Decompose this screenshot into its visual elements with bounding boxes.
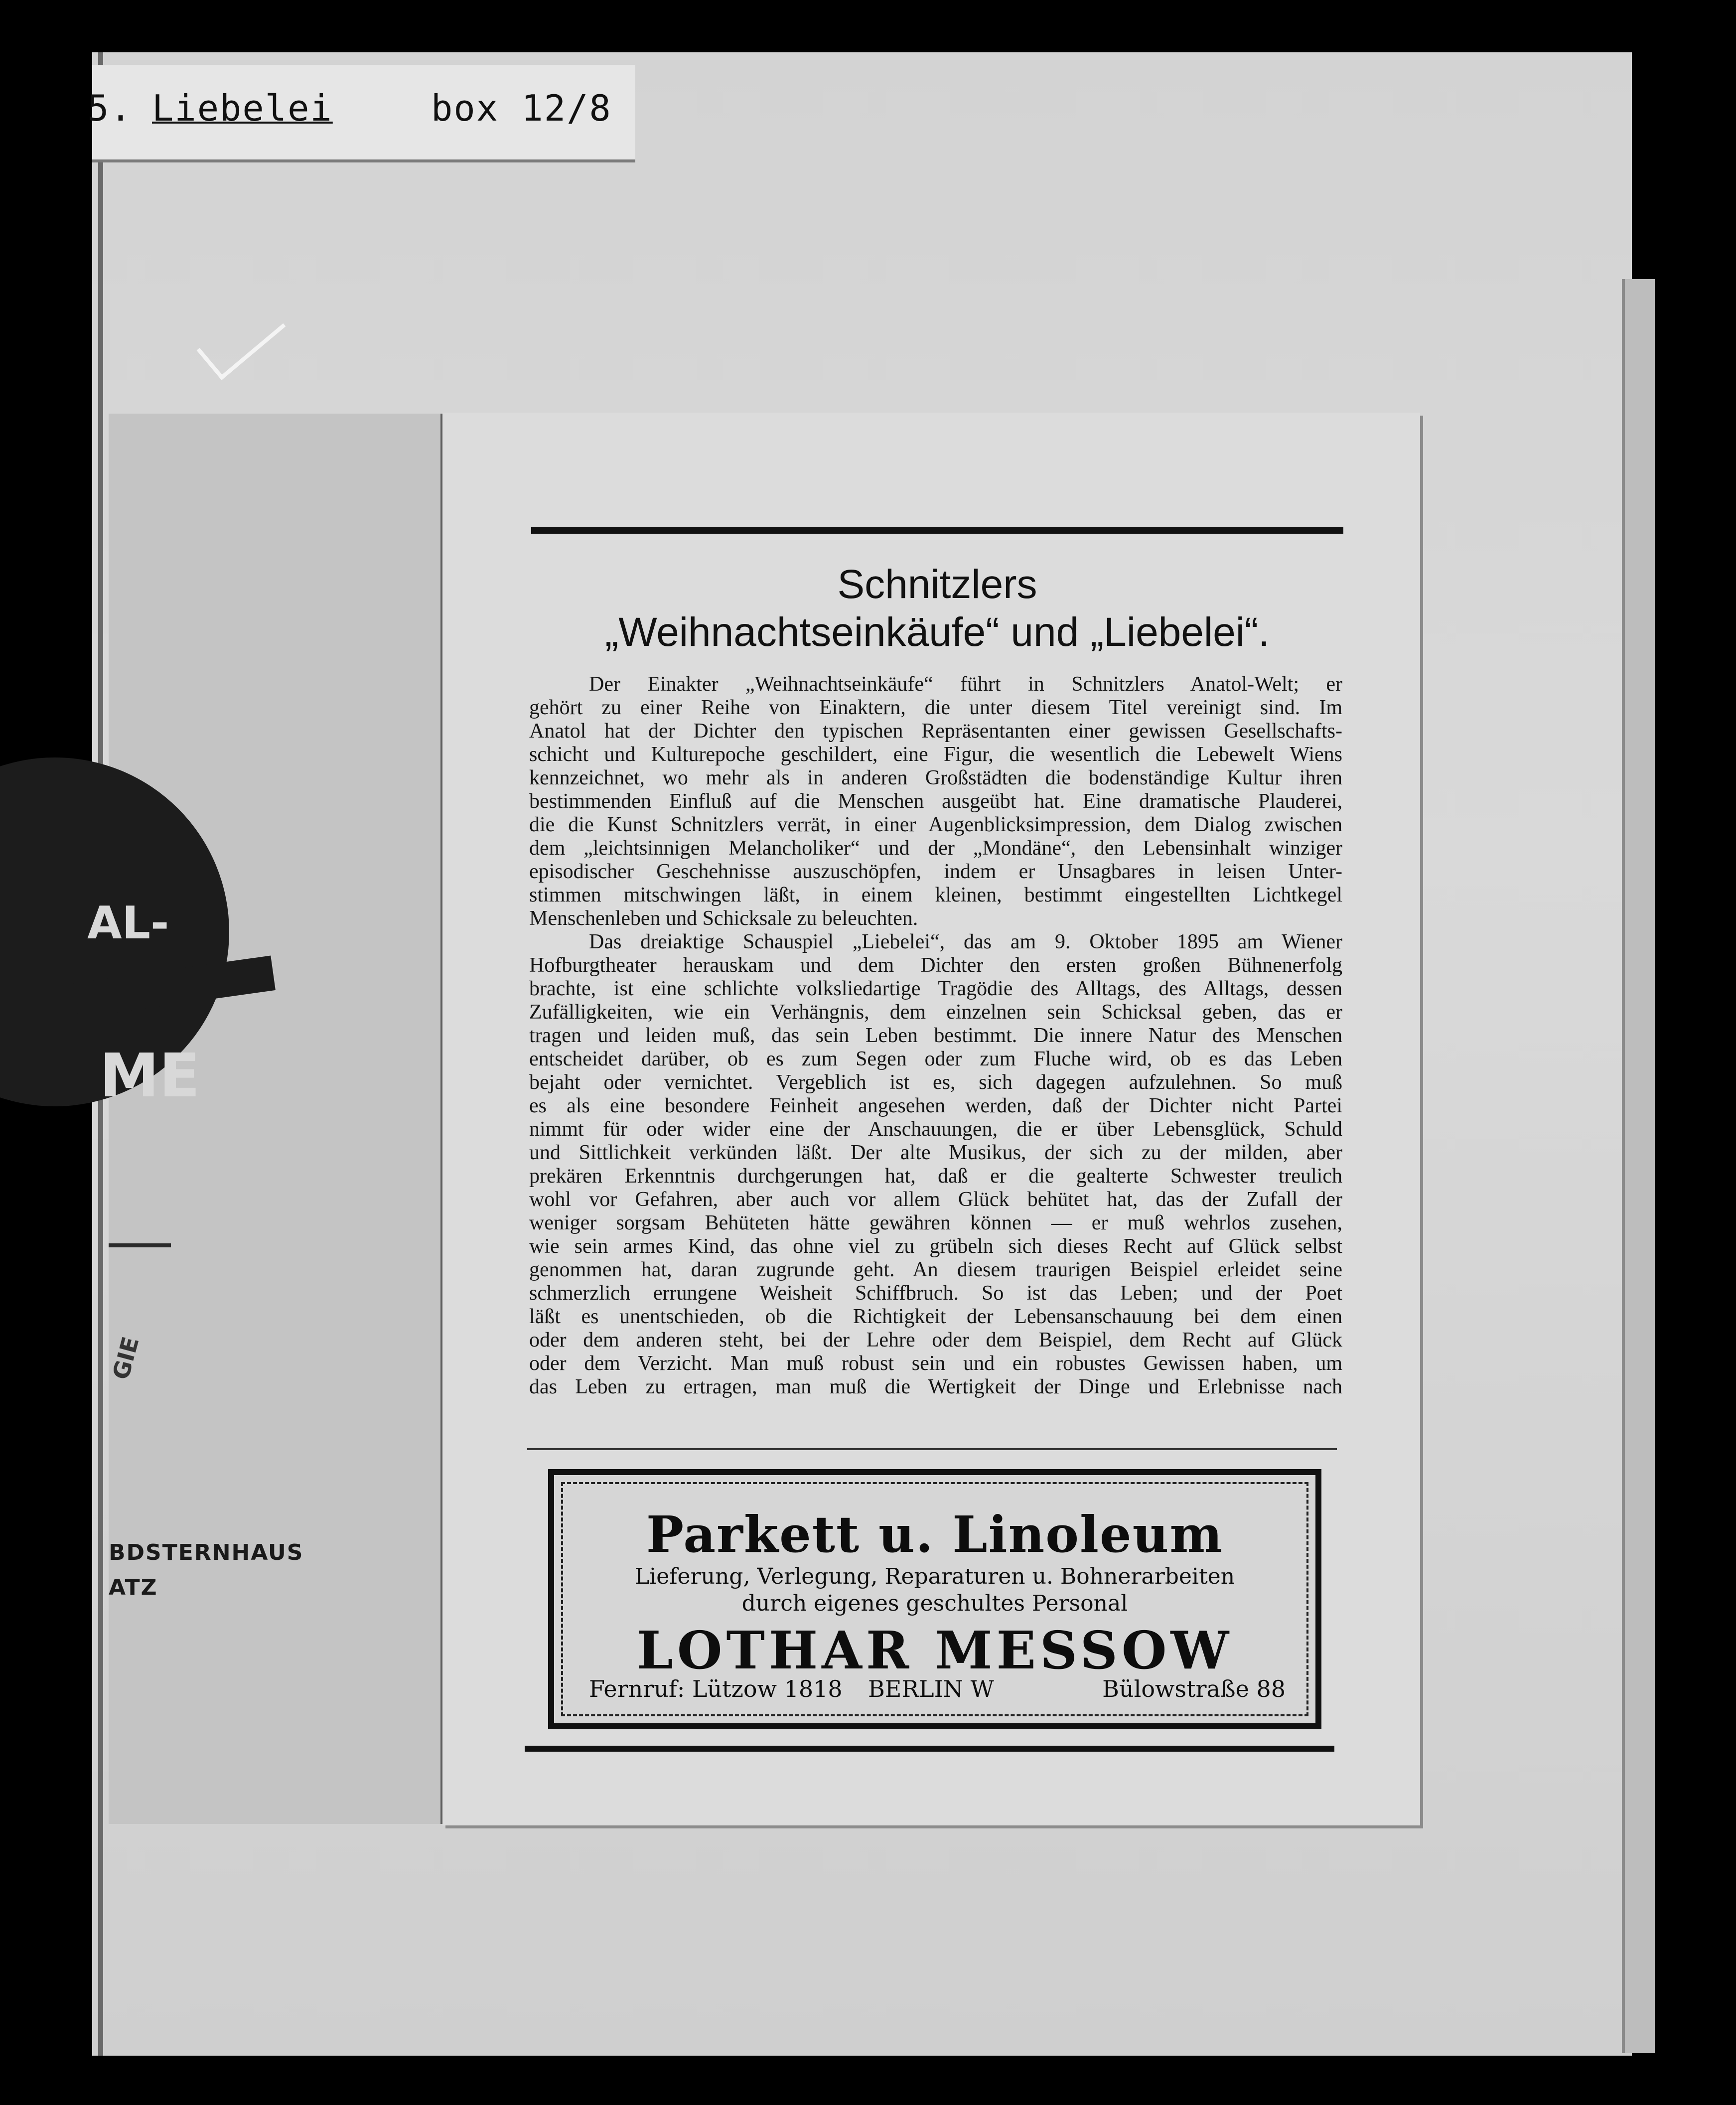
ad-address: Bülowstraße 88 — [1102, 1675, 1286, 1702]
article-line: Hofburgtheater herauskam und dem Dichter den ersten großen Bühnenerfolg — [529, 954, 1342, 977]
top-rule — [531, 527, 1343, 534]
article-line: kennzeichnet, wo mehr als in anderen Großstädten die bodenständige Kultur ihren — [529, 766, 1342, 789]
advertisement — [548, 1469, 1321, 1729]
article-line: oder dem anderen steht, bei der Lehre oder dem Beispiel, dem Recht auf Glück — [529, 1329, 1342, 1352]
cover-footer-line-2: ATZ — [109, 1575, 158, 1600]
article-body — [529, 673, 1342, 1399]
article-line: Anatol hat der Dichter den typischen Repräsentanten einer gewissen Gesellschafts- — [529, 720, 1342, 743]
cover-footer-line-1: BDSTERNHAUS — [109, 1540, 304, 1565]
label-box-number: box 12/8 — [431, 87, 612, 129]
article-line: genommen hat, daran zugrunde geht. An diesem traurigen Beispiel erleidet seine — [529, 1258, 1342, 1281]
ad-staff: durch eigenes geschultes Personal — [741, 1591, 1128, 1616]
ad-city: BERLIN W — [868, 1675, 994, 1702]
article-line: prekären Erkenntnis durchgerungen hat, daß er die gealterte Schwester treulich — [529, 1165, 1342, 1188]
cover-vertical-text: GIE — [107, 1334, 145, 1382]
bottom-rule — [525, 1746, 1334, 1752]
article-line: tragen und leiden muß, das sein Leben bestimmt. Die innere Natur des Menschen — [529, 1024, 1342, 1047]
article-line: nimmt für oder wider eine der Anschauungen, die er über Lebensglück, Schuld — [529, 1118, 1342, 1141]
article-line: bejaht oder vernichtet. Vergeblich ist es, sich dagegen aufzulehnen. So muß — [529, 1071, 1342, 1094]
emblem-text-top: AL- — [87, 897, 169, 949]
ad-phone: Fernruf: Lützow 1818 — [589, 1675, 843, 1702]
emblem-text-bottom: ME — [100, 1042, 200, 1111]
article-line: Der Einakter „Weihnachtseinkäufe“ führt in Schnitzlers Anatol-Welt; er — [589, 673, 1342, 696]
article-line: entscheidet darüber, ob es zum Segen oder zum Fluche wird, ob es das Leben — [529, 1048, 1342, 1070]
ad-company: LOTHAR MESSOW — [636, 1620, 1233, 1681]
middle-rule — [527, 1448, 1337, 1450]
article-line: die die Kunst Schnitzlers verrät, in einer Augenblicksimpression, dem Dialog zwischen — [529, 813, 1342, 836]
article-line: das Leben zu ertragen, man muß die Wertigkeit der Dinge und Erlebnisse nach — [529, 1375, 1342, 1398]
article-line: Menschenleben und Schicksale zu beleuchten. — [529, 907, 918, 930]
article-line: brachte, ist eine schlichte volksliedartige Tragödie des Alltags, des Alltags, dessen — [529, 977, 1342, 1000]
article-line: dem „leichtsinnigen Melancholiker“ und der „Mondäne“, den Lebensinhalt winziger — [529, 837, 1342, 860]
article-line: episodischer Geschehnisse auszuschöpfen, indem er Unsagbares in leisen Unter- — [529, 860, 1342, 883]
article-line: läßt es unentschieden, ob die Richtigkeit der Lebensanschauung bei dem einen — [529, 1305, 1342, 1328]
article-line: schmerzlich errungene Weisheit Schiffbruch. So ist das Leben; und der Poet — [529, 1282, 1342, 1305]
article-line: schicht und Kulturepoche geschildert, eine Figur, die wesentlich die Lebewelt Wiens — [529, 743, 1342, 766]
cover-rule — [109, 1243, 171, 1247]
article-line: und Sittlichkeit verkünden läßt. Der alte Musikus, der sich zu der milden, aber — [529, 1141, 1342, 1164]
article-line: bestimmenden Einfluß auf die Menschen ausgeübt hat. Eine dramatische Plauderei, — [529, 790, 1342, 813]
ad-title: Parkett u. Linoleum — [646, 1505, 1224, 1564]
article-line: stimmen mitschwingen läßt, in einem kleinen, bestimmt eingestellten Lichtkegel — [529, 884, 1342, 906]
article-line: wie sein armes Kind, das ohne viel zu grübeln sich dieses Recht auf Glück selbst — [529, 1235, 1342, 1258]
article-subheading: „Weihnachtseinkäufe“ und „Liebelei“. — [604, 609, 1270, 655]
article-line: gehört zu einer Reihe von Einaktern, die unter diesem Titel vereinigt sind. Im — [529, 696, 1342, 719]
label-title: Liebelei — [152, 87, 333, 129]
article-line: oder dem Verzicht. Man muß robust sein und ein robustes Gewissen haben, um — [529, 1352, 1342, 1375]
folder-edge — [1622, 279, 1655, 2053]
label-number: 5. — [87, 87, 133, 129]
ad-services: Lieferung, Verlegung, Reparaturen u. Bohnerarbeiten — [634, 1564, 1235, 1589]
program-cover-sheet — [109, 414, 443, 1824]
article-line: Zufälligkeiten, wie ein Verhängnis, dem einzelnen sein Schicksal geben, das er — [529, 1001, 1342, 1024]
article-heading: Schnitzlers — [837, 562, 1037, 607]
article-line: Das dreiaktige Schauspiel „Liebelei“, das am 9. Oktober 1895 am Wiener — [589, 930, 1342, 953]
article-line: weniger sorgsam Behüteten hätte gewähren können — er muß wehrlos zusehen, — [529, 1211, 1342, 1234]
article-line: wohl vor Gefahren, aber auch vor allem Glück behütet hat, das der Zufall der — [529, 1188, 1342, 1211]
article-line: es als eine besondere Feinheit angesehen werden, daß der Dichter nicht Partei — [529, 1094, 1342, 1117]
